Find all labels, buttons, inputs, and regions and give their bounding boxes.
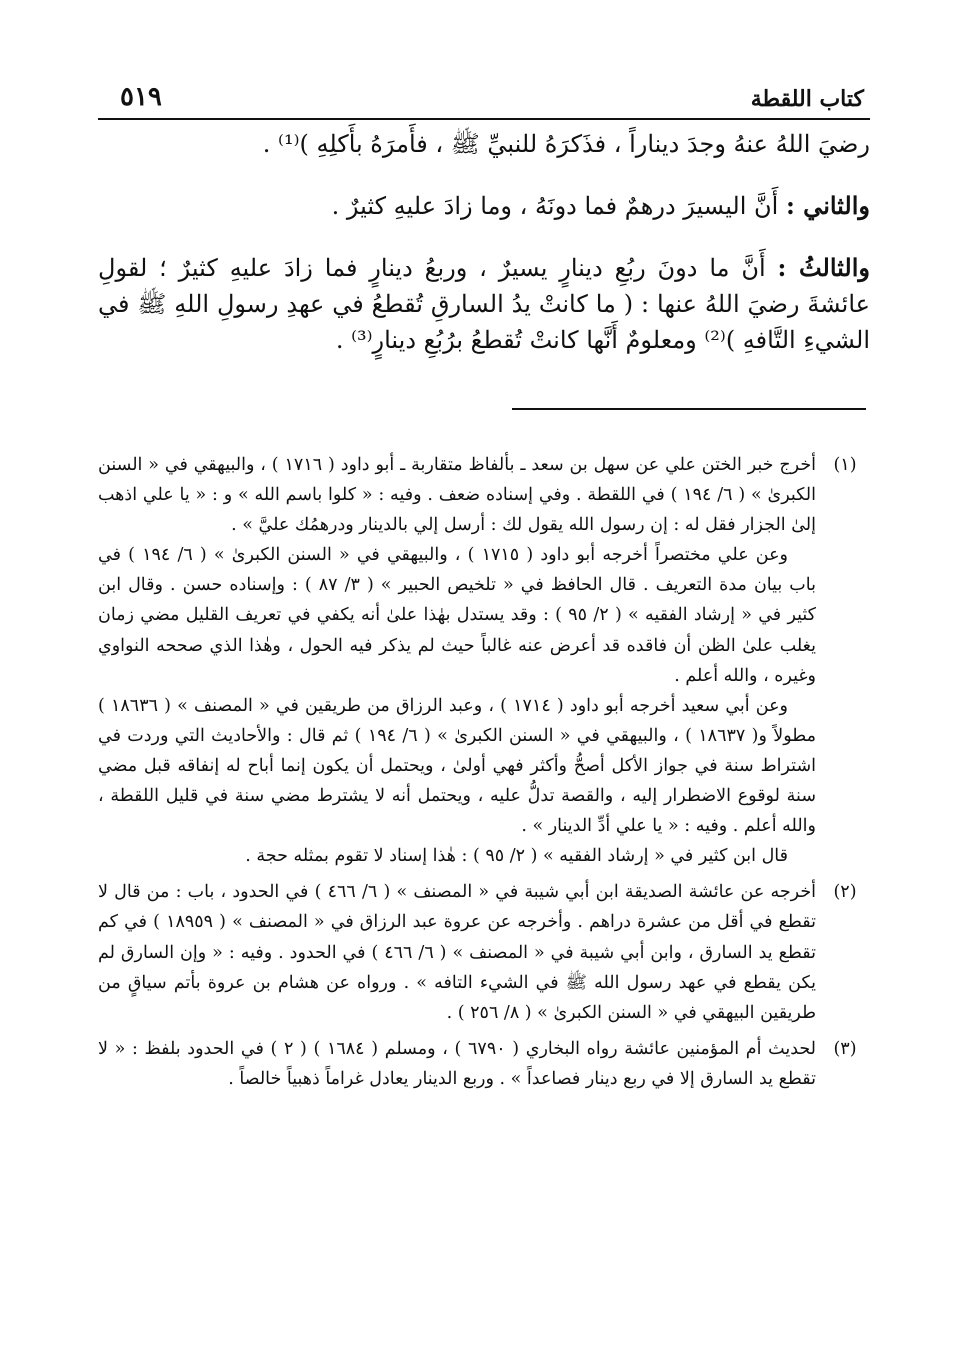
paragraph-3-text: أَنَّ ما دونَ ربُعِ دينارٍ يسيرٌ ، وربعُ دينارٍ فما زادَ عليهِ كثيرٌ ؛ لقولِ عائشةَ رضيَ اللهُ عنها : ( ما كانتْ يدُ السارقِ تُقطعُ في عهدِ رسولِ اللهِ ﷺ في الشيءِ التَّافهِ )⁽²⁾ ومعلومٌ أَنَّها كانتْ تُقطعُ برُبُعِ دينارٍ⁽³⁾ . [98,254,870,354]
footnote-number: (٣) [833,1038,857,1059]
main-paragraph-2 [98,188,870,224]
footnote-paragraph: وعن علي مختصراً أخرجه أبو داود ( ١٧١٥ ) ، والبيهقي في « السنن الكبرىٰ » ( ٦/ ١٩٤ ) في باب بيان مدة التعريف . قال الحافظ في « تلخيص الحبير » ( ٣/ ٨٧ ) : وإسناده حسن . وقال ابن كثير في « إرشاد الفقيه » ( ٢/ ٩٥ ) : وقد يستدل بهٰذا علىٰ أنه يكفي في تعريف القليل مضي زمان يغلب علىٰ الظن أن فاقده قد أعرض عنه غالباً حيث لم يذكر فيه الحول ، وهٰذا الذي صححه النواوي وغيره ، والله أعلم . [98,545,816,686]
footnotes [98,450,872,1100]
page-header [98,82,870,120]
paragraph-2-text: أَنَّ اليسيرَ درهمٌ فما دونَهُ ، وما زادَ عليهِ كثيرٌ . [331,192,786,220]
footnote-paragraph: لحديث أم المؤمنين عائشة رواه البخاري ( ٦٧٩٠ ) ، ومسلم ( ١٦٨٤ ) ( ٢ ) في الحدود بلفظ : « لا تقطع يد السارق إلا في ربع دينار فصاعداً » . وربع الدينار يعادل غراماً ذهبياً خالصاً . [98,1038,817,1089]
footnote-2 [98,877,872,1027]
footnote-paragraph: أخرجه عن عائشة الصديقة ابن أبي شيبة في « المصنف » ( ٦/ ٤٦٦ ) في الحدود ، باب : من قال لا تقطع في أقل من عشرة دراهم . وأخرجه عن عروة عبد الرزاق في « المصنف » ( ١٨٩٥٩ ) في كم تقطع يد السارق ، وابن أبي شيبة في « المصنف » ( ٦/ ٤٦٦ ) في الحدود . وفيه : « وإن السارق لم يكن يقطع في عهد رسول الله ﷺ في الشيء التافه » . ورواه عن هشام بن عروة بأتم سياقٍ من طريقين البيهقي في « السنن الكبرىٰ » ( ٨/ ٢٥٦ ) . [98,882,816,1023]
footnote-1 [98,450,872,871]
footnote-paragraph: قال ابن كثير في « إرشاد الفقيه » ( ٢/ ٩٥ ) : هٰذا إسناد لا تقوم بمثله حجة . [245,846,788,867]
footnote-separator [512,408,866,410]
main-paragraph-3 [98,250,870,358]
main-paragraph-1: رضيَ اللهُ عنهُ وجدَ ديناراً ، فذَكرَهُ للنبيِّ ﷺ ، فأَمرَهُ بأَكلِهِ )⁽¹⁾ . [262,130,870,158]
footnote-number: (٢) [833,882,857,903]
main-text [98,126,870,358]
footnote-paragraph: وعن أبي سعيد أخرجه أبو داود ( ١٧١٤ ) ، وعبد الرزاق من طريقين في « المصنف » ( ١٨٦٣٦ ) مطولاً و( ١٨٦٣٧ ) ، والبيهقي في « السنن الكبرىٰ » ( ٦/ ١٩٤ ) ثم قال : والأحاديث التي وردت في اشتراط سنة في جواز الأكل أصحُّ وأكثر فهي أولىٰ ، ويحتمل أن يكون إنما أباح له إنفاقه قبل مضي سنة لوقوع الاضطرار إليه ، والقصة تدلُّ عليه ، ويحتمل أنه لا يشترط مضي سنة في قليل اللقطة ، والله أعلم . وفيه : « يا علي أدِّ الدينار » . [98,695,816,837]
paragraph-2-lead: والثاني : [785,191,870,220]
page-number: ٥١٩ [120,82,162,112]
footnote-3 [98,1034,872,1094]
chapter-title: كتاب اللقطة [750,86,864,112]
footnote-paragraph: أخرج خبر الختن علي عن سهل بن سعد ـ بألفاظ متقاربة ـ أبو داود ( ١٧١٦ ) ، والبيهقي في « السنن الكبرىٰ » ( ٦/ ١٩٤ ) في اللقطة . وفي إسناده ضعف . وفيه : « كلوا باسم الله » و : « يا علي اذهب إلىٰ الجزار فقل له : إن رسول الله يقول لك : أرسل إلي بالدينار ودرهمُك عليَّ » . [98,455,816,536]
paragraph-3-lead: والثالثُ : [777,253,870,282]
footnote-number: (١) [833,455,857,475]
